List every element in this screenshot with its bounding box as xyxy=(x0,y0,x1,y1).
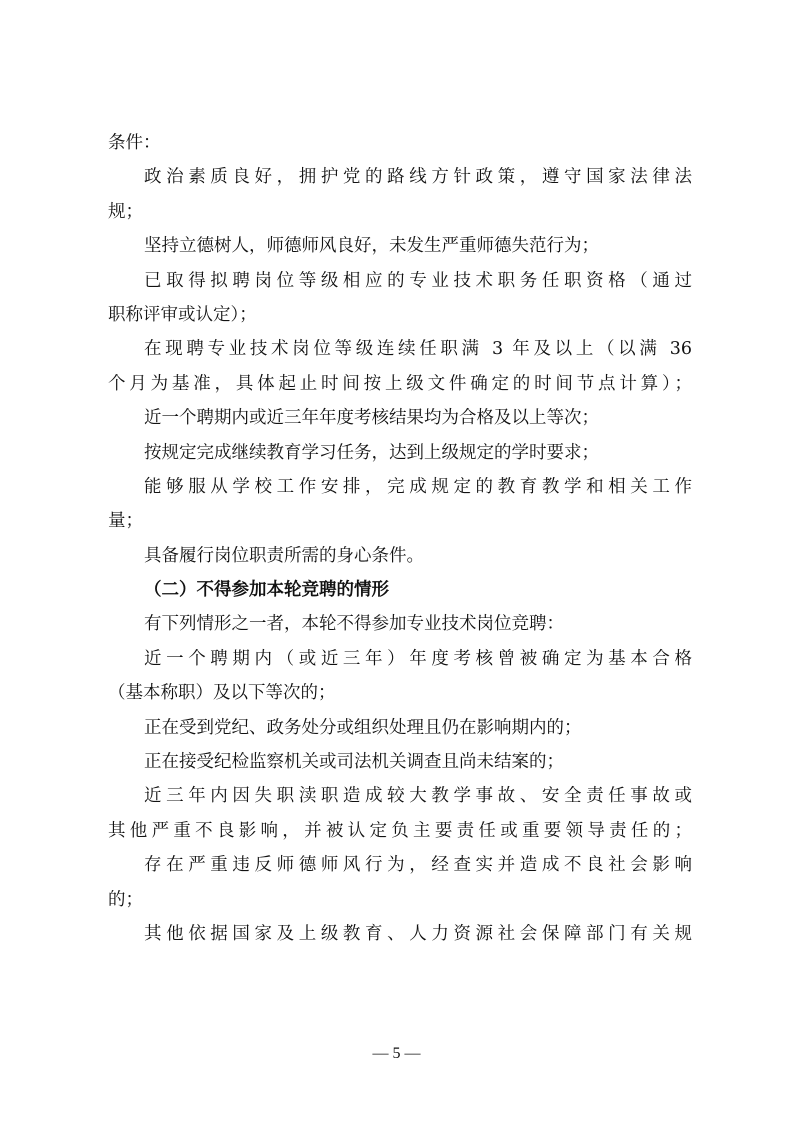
text-line: 政治素质良好，拥护党的路线方针政策，遵守国家法律法 xyxy=(144,167,692,188)
text-line: 条件： xyxy=(108,133,161,153)
text-line: 量； xyxy=(108,511,143,532)
text-line: （基本称职）及以下等次的； xyxy=(108,683,336,704)
text-line: 已取得拟聘岗位等级相应的专业技术职务任职资格（通过 xyxy=(144,270,692,291)
text-line: 近三年内因失职渎职造成较大教学事故、安全责任事故或 xyxy=(144,786,692,807)
document-body xyxy=(108,126,692,951)
text-line: 近一个聘期内或近三年年度考核结果均为合格及以上等次； xyxy=(144,408,599,429)
text-line: 能够服从学校工作安排，完成规定的教育教学和相关工作 xyxy=(144,476,692,497)
text-line: 按规定完成继续教育学习任务，达到上级规定的学时要求； xyxy=(144,442,599,463)
text-line: 规； xyxy=(108,201,143,222)
text-line: 其他依据国家及上级教育、人力资源社会保障部门有关规 xyxy=(144,923,692,944)
section-heading: （二）不得参加本轮竞聘的情形 xyxy=(144,580,389,601)
text-line: 正在接受纪检监察机关或司法机关调查且尚未结案的； xyxy=(144,752,564,773)
text-line: 的； xyxy=(108,889,143,910)
text-line: 有下列情形之一者，本轮不得参加专业技术岗位竞聘： xyxy=(144,614,564,635)
text-line: 个月为基准，具体起止时间按上级文件确定的时间节点计算）； xyxy=(108,373,692,394)
text-line: 具备履行岗位职责所需的身心条件。 xyxy=(144,545,424,566)
text-line: 坚持立德树人，师德师风良好，未发生严重师德失范行为； xyxy=(144,236,599,257)
page-number: — 5 — xyxy=(372,1045,421,1062)
text-line: 其他严重不良影响，并被认定负主要责任或重要领导责任的； xyxy=(108,820,692,841)
text-line: 职称评审或认定）； xyxy=(108,304,257,325)
text-line: 正在受到党纪、政务处分或组织处理且仍在影响期内的； xyxy=(144,717,582,738)
text-line: 在现聘专业技术岗位等级连续任职满 3 年及以上（以满 36 xyxy=(144,339,692,360)
text-line: 存在严重违反师德师风行为，经查实并造成不良社会影响 xyxy=(144,855,692,876)
text-line: 近一个聘期内（或近三年）年度考核曾被确定为基本合格 xyxy=(144,648,692,669)
